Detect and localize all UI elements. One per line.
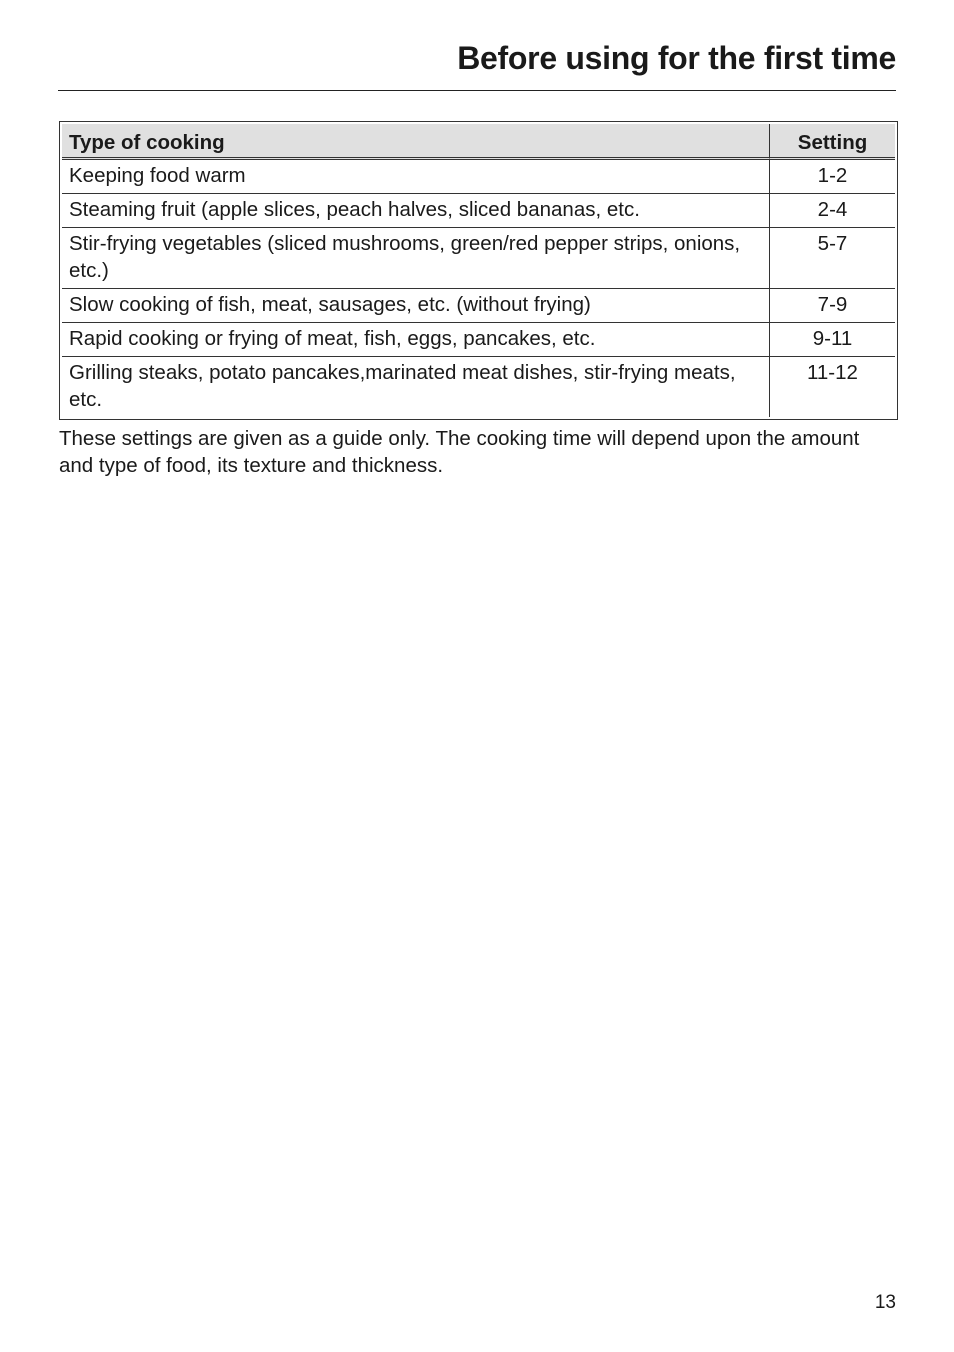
table-row [62, 160, 895, 193]
cooking-type-cell: Grilling steaks, potato pancakes,marinated meat dishes, stir-frying meats, etc. [62, 356, 769, 417]
cooking-type-cell: Steaming fruit (apple slices, peach halves, sliced bananas, etc. [62, 193, 769, 227]
setting-cell: 5-7 [769, 227, 895, 288]
cooking-type-cell: Slow cooking of fish, meat, sausages, etc. (without frying) [62, 288, 769, 322]
table-row [62, 227, 895, 288]
cooking-settings-table [59, 121, 898, 420]
table-row [62, 322, 895, 356]
cooking-type-cell: Keeping food warm [69, 164, 246, 187]
column-header-setting: Setting [769, 124, 895, 160]
setting-cell: 11-12 [769, 356, 895, 417]
column-header-type: Type of cooking [62, 124, 769, 160]
setting-cell: 7-9 [769, 288, 895, 322]
title-rule [58, 90, 896, 91]
table-row [62, 193, 895, 227]
table-row [62, 356, 895, 417]
table-row [62, 288, 895, 322]
cooking-type-cell: Rapid cooking or frying of meat, fish, eggs, pancakes, etc. [62, 322, 769, 356]
setting-cell: 9-11 [769, 322, 895, 356]
table-header-row [62, 124, 895, 160]
guide-note: These settings are given as a guide only. The cooking time will depend upon the amount and type of food, its texture and thickness. [59, 427, 860, 477]
cooking-type-cell: Stir-frying vegetables (sliced mushrooms, green/red pepper strips, onions, etc.) [62, 227, 769, 288]
setting-cell: 2-4 [769, 193, 895, 227]
page-number: 13 [874, 1292, 896, 1313]
page-title: Before using for the first time [457, 40, 896, 76]
setting-cell: 1-2 [769, 160, 895, 193]
